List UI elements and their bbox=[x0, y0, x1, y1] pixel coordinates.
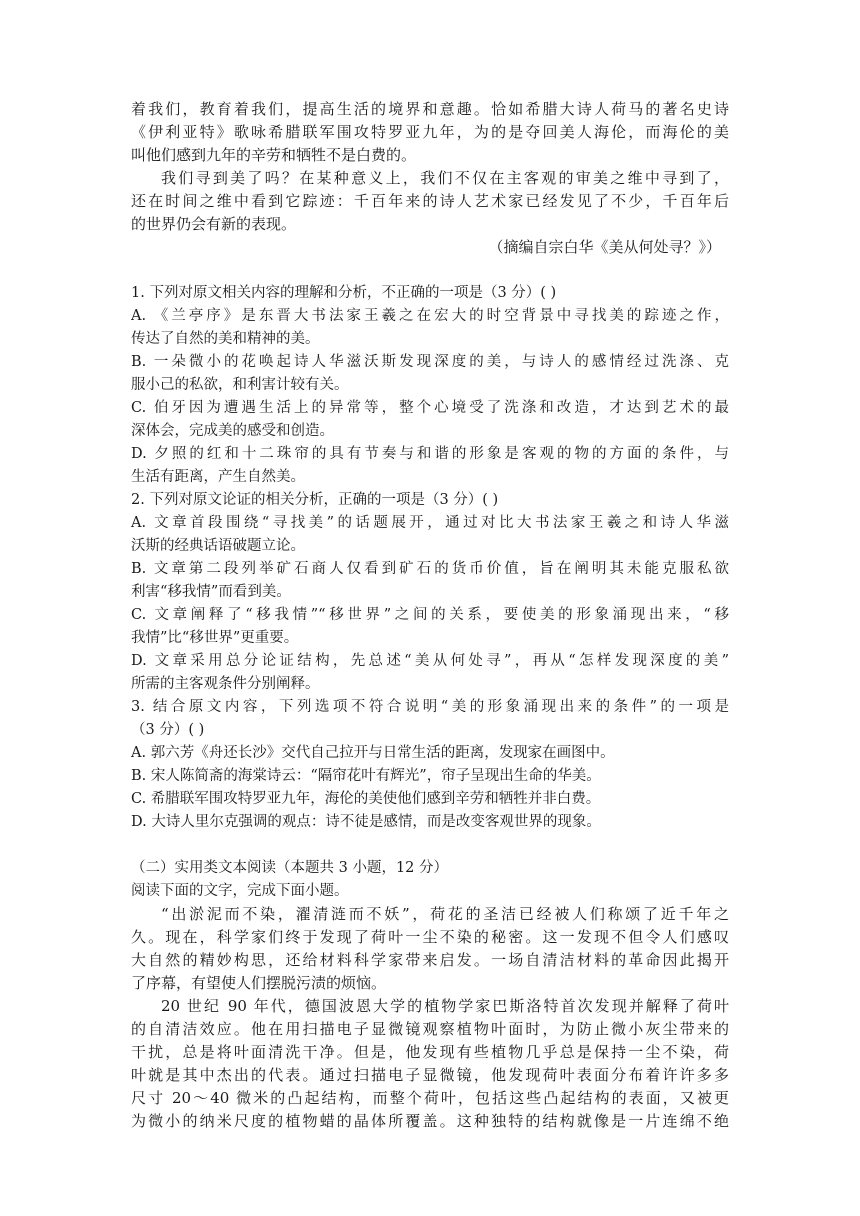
document-page bbox=[131, 98, 729, 1133]
question-line: D. 夕照的红和十二珠帘的具有节奏与和谐的形象是客观的物的方面的条件，与 bbox=[131, 446, 729, 462]
passage-line: 我们寻到美了吗？在某种意义上，我们不仅在主客观的审美之维中寻到了， bbox=[161, 169, 729, 187]
passage-line: 为微小的纳米尺度的植物蜡的晶体所覆盖。这种独特的结构就像是一片连绵不绝 bbox=[131, 1112, 729, 1130]
question-line: A. 《兰亭序》是东晋大书法家王羲之在宏大的时空背景中寻找美的踪迹之作， bbox=[131, 308, 729, 324]
passage-line: 的自清洁效应。他在用扫描电子显微镜观察植物叶面时，为防止微小灰尘带来的 bbox=[131, 1020, 729, 1038]
question-line: 生活有距离，产生自然美。 bbox=[131, 469, 305, 485]
passage-line: 了序幕，有望使人们摆脱污渍的烦恼。 bbox=[131, 974, 387, 992]
question-line: A. 郭六芳《舟还长沙》交代自己拉开与日常生活的距离，发现家在画图中。 bbox=[131, 745, 615, 761]
spacer bbox=[131, 834, 729, 857]
question-line: 2. 下列对原文论证的相关分析，正确的一项是（3 分）( ) bbox=[131, 492, 499, 508]
question-line: 我情”比“移世界”更重要。 bbox=[131, 630, 299, 646]
question-line: 深体会，完成美的感受和创造。 bbox=[131, 423, 334, 439]
passage-line: 《伊利亚特》歌咏希腊联军围攻特罗亚九年，为的是夺回美人海伦，而海伦的美 bbox=[131, 123, 729, 141]
question-line: B. 一朵微小的花唤起诗人华滋沃斯发现深度的美，与诗人的感情经过洗涤、克 bbox=[131, 354, 729, 370]
passage-line: 还在时间之维中看到它踪迹：千百年来的诗人艺术家已经发见了不少，千百年后 bbox=[131, 192, 729, 210]
question-line: D. 文章采用总分论证结构，先总述“美从何处寻”，再从“怎样发现深度的美” bbox=[131, 653, 729, 669]
section-instruction: 阅读下面的文字，完成下面小题。 bbox=[131, 883, 349, 899]
passage-line: 的世界仍会有新的表现。 bbox=[131, 215, 297, 233]
spacer bbox=[131, 259, 729, 282]
passage-line: 干扰，总是将叶面清洗干净。但是，他发现有些植物几乎总是保持一尘不染，荷 bbox=[131, 1043, 729, 1061]
section-heading: （二）实用类文本阅读（本题共 3 小题，12 分） bbox=[131, 860, 449, 876]
passage-tail bbox=[131, 98, 729, 259]
question-line: 沃斯的经典话语破题立论。 bbox=[131, 538, 305, 554]
question-line: 3. 结合原文内容，下列选项不符合说明“美的形象涌现出来的条件”的一项是 bbox=[131, 699, 729, 715]
question-block bbox=[131, 282, 729, 834]
question-line: B. 文章第二段列举矿石商人仅看到矿石的货币价值，旨在阐明其未能克服私欲 bbox=[131, 561, 729, 577]
question-line: 1. 下列对原文相关内容的理解和分析，不正确的一项是（3 分）( ) bbox=[131, 285, 557, 301]
passage-line: 叶就是其中杰出的代表。通过扫描电子显微镜，他发现荷叶表面分布着许许多多 bbox=[131, 1066, 729, 1084]
passage-line: 久。现在，科学家们终于发现了荷叶一尘不染的秘密。这一发现不但令人们感叹 bbox=[131, 928, 729, 946]
question-line: C. 希腊联军围攻特罗亚九年，海伦的美使他们感到辛劳和牺牲并非白费。 bbox=[131, 791, 601, 807]
passage-line: 20 世纪 90 年代，德国波恩大学的植物学家巴斯洛特首次发现并解释了荷叶 bbox=[161, 997, 729, 1015]
question-line: 服小己的私欲，和利害计较有关。 bbox=[131, 377, 349, 393]
passage-line: 大自然的精妙构思，还给材料科学家带来启发。一场自清洁材料的革命因此揭开 bbox=[131, 951, 729, 969]
question-line: C. 伯牙因为遭遇生活上的异常等，整个心境受了洗涤和改造，才达到艺术的最 bbox=[131, 400, 729, 416]
section-practical-reading bbox=[131, 857, 729, 1133]
passage-line: 着我们，教育着我们，提高生活的境界和意趣。恰如希腊大诗人荷马的著名史诗 bbox=[131, 100, 729, 118]
question-line: C. 文章阐释了“移我情”“移世界”之间的关系，要使美的形象涌现出来，“移 bbox=[131, 607, 729, 623]
question-line: D. 大诗人里尔克强调的观点：诗不徒是感情，而是改变客观世界的现象。 bbox=[131, 814, 601, 830]
passage-line: 尺寸 20～40 微米的凸起结构，而整个荷叶，包括这些凸起结构的表面，又被更 bbox=[131, 1089, 729, 1107]
question-line: 所需的主客观条件分别阐释。 bbox=[131, 676, 320, 692]
question-line: 传达了自然的美和精神的美。 bbox=[131, 331, 320, 347]
passage-line: 叫他们感到九年的辛劳和牺牲不是白费的。 bbox=[131, 146, 417, 164]
question-line: （3 分）( ) bbox=[131, 722, 205, 738]
question-line: 利害“移我情”而看到美。 bbox=[131, 584, 291, 600]
passage-line: “出淤泥而不染，濯清涟而不妖”，荷花的圣洁已经被人们称颂了近千年之 bbox=[161, 905, 729, 923]
question-line: B. 宋人陈简斋的海棠诗云：“隔帘花叶有辉光”，帘子呈现出生命的华美。 bbox=[131, 768, 601, 784]
passage-source: （摘编自宗白华《美从何处寻？》） bbox=[488, 238, 721, 256]
question-line: A. 文章首段围绕“寻找美”的话题展开，通过对比大书法家王羲之和诗人华滋 bbox=[131, 515, 729, 531]
